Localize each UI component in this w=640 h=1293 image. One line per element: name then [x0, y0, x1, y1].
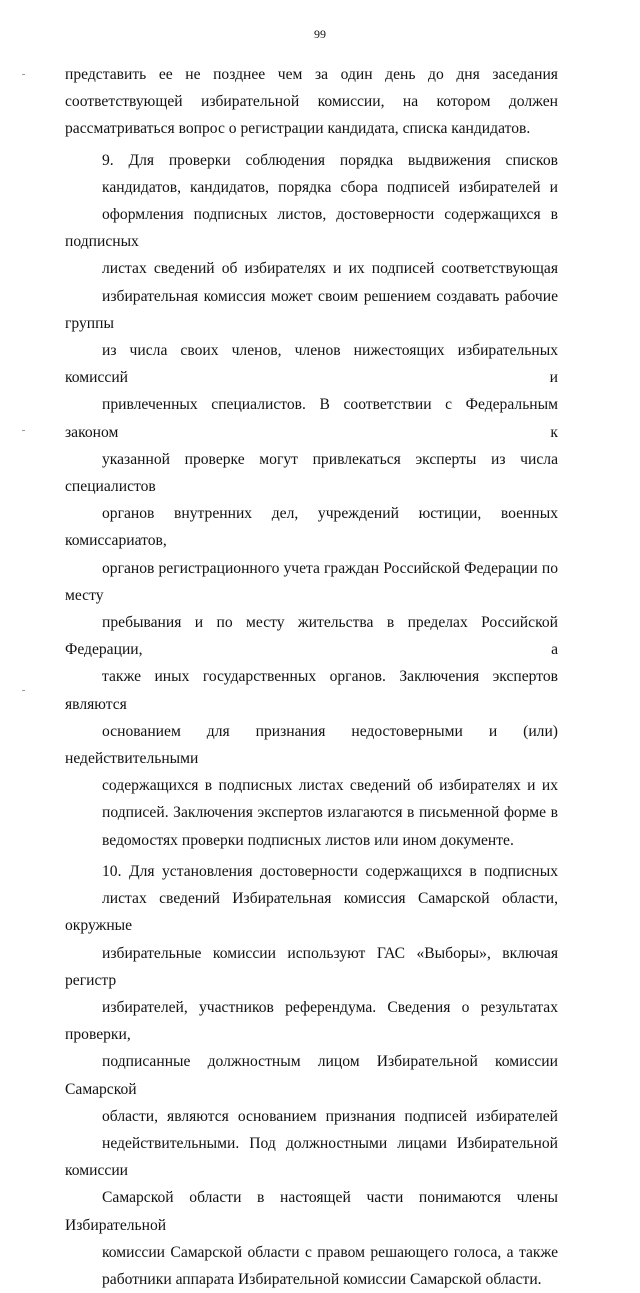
text-line: 9. Для проверки соблюдения порядка выдвижения списков	[102, 151, 558, 169]
document-body	[65, 61, 558, 1293]
text-line: рассматриваться вопрос о регистрации кандидата, списка кандидатов.	[65, 120, 531, 138]
text-line: органов внутренних дел, учреждений юстиции, военных комиссариатов,	[65, 505, 558, 550]
text-line: листах сведений об избирателях и их подписей соответствующая	[102, 260, 558, 278]
page-number: 99	[314, 27, 326, 41]
text-line: подписанные должностным лицом Избирательной комиссии Самарской	[65, 1053, 558, 1098]
text-line: ведомостях проверки подписных листов или ином документе.	[102, 831, 514, 849]
text-line: комиссии Самарской области с правом решающего голоса, а также	[102, 1243, 558, 1261]
text-line: области, являются основанием признания подписей избирателей	[102, 1107, 558, 1125]
text-line: представить ее не позднее чем за один день до дня заседания	[65, 66, 558, 83]
paragraph	[65, 858, 558, 1293]
text-line: кандидатов, кандидатов, порядка сбора подписей избирателей и	[102, 178, 558, 196]
text-line: избирателей, участников референдума. Сведения о результатах проверки,	[65, 998, 558, 1044]
text-line: соответствующей избирательной комиссии, на котором должен	[65, 93, 558, 111]
text-line: также иных государственных органов. Заключения экспертов являются	[65, 668, 558, 713]
text-line: оформления подписных листов, достоверности содержащихся в подписных	[65, 206, 558, 251]
text-line: подписей. Заключения экспертов излагаются в письменной форме в	[102, 804, 558, 822]
paragraph	[65, 147, 558, 854]
margin-mark	[22, 430, 25, 431]
text-line: указанной проверке могут привлекаться эксперты из числа специалистов	[65, 450, 558, 496]
margin-mark	[22, 690, 25, 691]
text-line: Самарской области в настоящей части понимаются члены Избирательной	[65, 1189, 558, 1234]
text-line: основанием для признания недостоверными и (или) недействительными	[65, 722, 558, 768]
text-line: 10. Для установления достоверности содержащихся в подписных	[102, 862, 558, 880]
margin-mark	[22, 74, 25, 75]
text-line: органов регистрационного учета граждан Российской Федерации по месту	[65, 559, 558, 604]
text-line: работники аппарата Избирательной комиссии Самарской области.	[102, 1270, 542, 1288]
text-line: недействительными. Под должностными лицами Избирательной комиссии	[65, 1134, 558, 1180]
text-line: листах сведений Избирательная комиссия Самарской области, окружные	[65, 890, 558, 935]
text-line: избирательная комиссия может своим решением создавать рабочие группы	[65, 287, 558, 332]
text-line: из числа своих членов, членов нижестоящих избирательных комиссий и	[65, 342, 558, 387]
text-line: привлеченных специалистов. В соответствии с Федеральным законом к	[65, 396, 558, 441]
text-line: избирательные комиссии используют ГАС «Выборы», включая регистр	[65, 944, 558, 989]
text-line: пребывания и по месту жительства в пределах Российской Федерации, а	[65, 614, 558, 659]
text-line: содержащихся в подписных листах сведений об избирателях и их	[102, 777, 558, 795]
paragraph	[65, 61, 558, 143]
